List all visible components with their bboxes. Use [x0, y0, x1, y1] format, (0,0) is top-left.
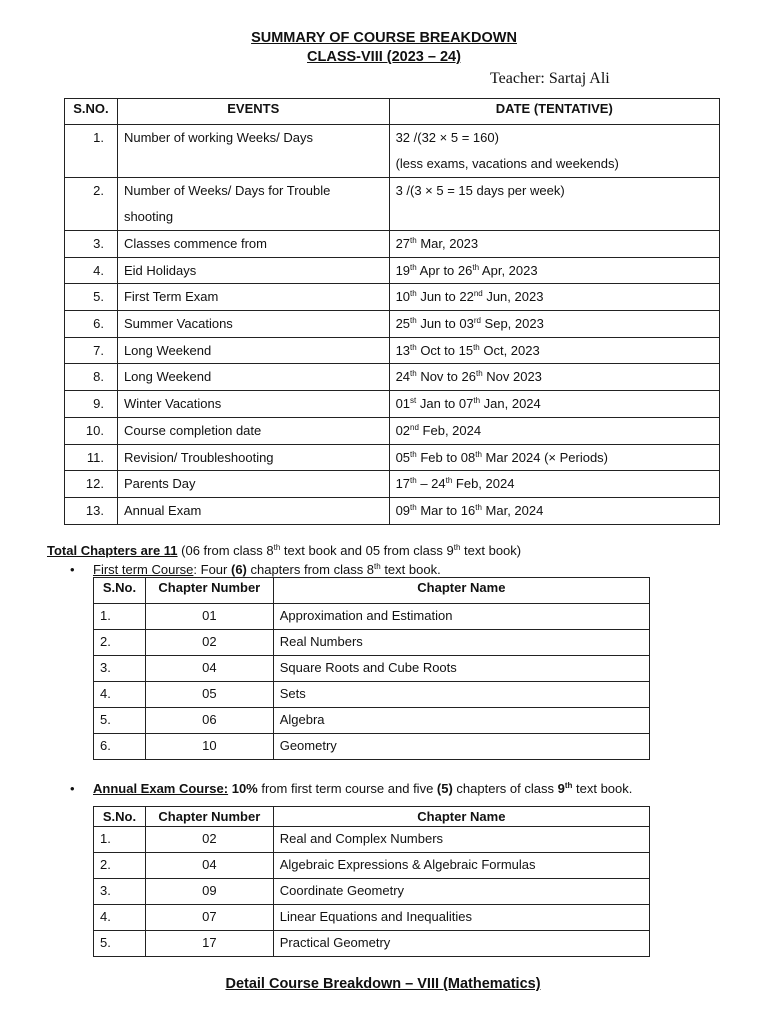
event-row	[65, 311, 720, 338]
event-date-text: 01st Jan to 07th Jan, 2024	[395, 396, 541, 412]
header-sno: S.No.	[94, 807, 146, 827]
event-date	[389, 125, 719, 178]
header-sno: S.NO.	[65, 99, 118, 125]
event-row	[65, 337, 720, 364]
event-name-text: Summer Vacations	[123, 316, 233, 332]
event-name	[117, 417, 389, 444]
event-name	[117, 257, 389, 284]
event-name-text: Number of Weeks/ Days for Trouble	[123, 183, 331, 198]
event-name-text: Revision/ Troubleshooting	[123, 449, 274, 465]
event-name-line2: shooting	[123, 209, 174, 224]
event-sno: 9.	[65, 391, 118, 418]
event-name	[117, 178, 389, 231]
detail-breakdown-title: Detail Course Breakdown – VIII (Mathematics)	[225, 976, 541, 992]
event-name	[117, 231, 389, 258]
event-name-text: First Term Exam	[123, 289, 219, 305]
chapter-sno: 1.	[94, 827, 146, 853]
chapter-name: Practical Geometry	[273, 931, 649, 957]
first-term-label: First term Course	[93, 562, 194, 577]
event-name	[117, 311, 389, 338]
event-name	[117, 364, 389, 391]
event-row	[65, 417, 720, 444]
event-name-text: Winter Vacations	[123, 396, 222, 412]
header-events: EVENTS	[117, 99, 389, 125]
chapter-name: Approximation and Estimation	[273, 604, 649, 630]
event-row	[65, 444, 720, 471]
chapter-number: 04	[145, 853, 273, 879]
event-sno: 6.	[65, 311, 118, 338]
event-sno: 10.	[65, 417, 118, 444]
event-date-text: 19th Apr to 26th Apr, 2023	[395, 262, 538, 278]
chapter-sno: 1.	[94, 604, 146, 630]
event-sno: 4.	[65, 257, 118, 284]
total-chapters-line	[47, 543, 521, 558]
chapter-row	[94, 708, 650, 734]
event-name-text: Long Weekend	[123, 369, 212, 385]
event-name	[117, 444, 389, 471]
chapter-number: 05	[145, 682, 273, 708]
annual-course-detail: 10% from first term course and five (5) chapters of class 9th text book.	[231, 781, 633, 796]
chapter-name: Real Numbers	[273, 630, 649, 656]
event-date-text: 25th Jun to 03rd Sep, 2023	[395, 316, 544, 332]
event-date-text: 24th Nov to 26th Nov 2023	[395, 369, 542, 385]
chapter-sno: 4.	[94, 682, 146, 708]
chapter-sno: 6.	[94, 734, 146, 760]
event-name-text: Long Weekend	[123, 342, 212, 358]
chapter-sno: 3.	[94, 879, 146, 905]
event-name-text: Classes commence from	[123, 236, 267, 251]
event-date	[389, 257, 719, 284]
first-term-chapters-table	[93, 577, 650, 760]
chapter-sno: 2.	[94, 630, 146, 656]
event-name-text: Annual Exam	[123, 502, 202, 518]
event-name	[117, 284, 389, 311]
event-date-text: 3 /(3 × 5 = 15 days per week)	[395, 183, 565, 198]
event-date-text: 32 /(32 × 5 = 160)	[395, 130, 499, 145]
chapter-row	[94, 630, 650, 656]
bullet-icon: •	[70, 781, 75, 796]
chapter-name: Square Roots and Cube Roots	[273, 656, 649, 682]
event-sno: 2.	[65, 178, 118, 231]
header-date: DATE (TENTATIVE)	[389, 99, 719, 125]
event-date	[389, 497, 719, 524]
chapter-number: 10	[145, 734, 273, 760]
chapter-number: 04	[145, 656, 273, 682]
chapter-number: 17	[145, 931, 273, 957]
event-row	[65, 231, 720, 258]
header-sno: S.No.	[94, 578, 146, 604]
chapter-row	[94, 734, 650, 760]
chapter-row	[94, 853, 650, 879]
annual-chapters-table	[93, 806, 650, 957]
annual-course-label: Annual Exam Course:	[93, 781, 229, 796]
event-date	[389, 364, 719, 391]
event-date	[389, 337, 719, 364]
chapter-number: 01	[145, 604, 273, 630]
event-sno: 3.	[65, 231, 118, 258]
chapter-name: Algebraic Expressions & Algebraic Formulas	[273, 853, 649, 879]
event-date-text: 13th Oct to 15th Oct, 2023	[395, 342, 540, 358]
event-name-text: Eid Holidays	[123, 262, 197, 278]
event-date	[389, 311, 719, 338]
total-chapters-lead: Total Chapters are 11	[47, 543, 178, 558]
events-table	[64, 98, 720, 525]
event-date-line2: (less exams, vacations and weekends)	[395, 156, 619, 171]
header-chapter-name: Chapter Name	[273, 807, 649, 827]
event-sno: 1.	[65, 125, 118, 178]
chapter-row	[94, 879, 650, 905]
event-name-text: Parents Day	[123, 476, 196, 492]
chapter-name: Real and Complex Numbers	[273, 827, 649, 853]
event-sno: 12.	[65, 471, 118, 498]
events-header-row	[65, 99, 720, 125]
event-name	[117, 497, 389, 524]
event-date-text: 27th Mar, 2023	[395, 236, 479, 251]
event-sno: 7.	[65, 337, 118, 364]
chapter-number: 09	[145, 879, 273, 905]
chapter-name: Linear Equations and Inequalities	[273, 905, 649, 931]
header-chapter-number: Chapter Number	[145, 807, 273, 827]
chapter-name: Coordinate Geometry	[273, 879, 649, 905]
event-date	[389, 444, 719, 471]
event-date	[389, 471, 719, 498]
chapter-number: 06	[145, 708, 273, 734]
event-date-text: 10th Jun to 22nd Jun, 2023	[395, 289, 544, 305]
chapter-name: Geometry	[273, 734, 649, 760]
event-name-text: Course completion date	[123, 422, 262, 438]
first-term-detail: : Four (6) chapters from class 8th text book.	[193, 562, 441, 577]
event-row	[65, 257, 720, 284]
event-sno: 11.	[65, 444, 118, 471]
chapter-sno: 4.	[94, 905, 146, 931]
event-row	[65, 178, 720, 231]
event-row	[65, 284, 720, 311]
chapter-number: 07	[145, 905, 273, 931]
chapter-row	[94, 656, 650, 682]
event-name	[117, 471, 389, 498]
event-name-text: Number of working Weeks/ Days	[123, 130, 313, 145]
event-name	[117, 391, 389, 418]
event-row	[65, 364, 720, 391]
chapter-number: 02	[145, 827, 273, 853]
event-name	[117, 337, 389, 364]
chapter-sno: 3.	[94, 656, 146, 682]
chapter-row	[94, 905, 650, 931]
event-date	[389, 231, 719, 258]
chapter-sno: 5.	[94, 931, 146, 957]
chapter-row	[94, 827, 650, 853]
chapter-name: Sets	[273, 682, 649, 708]
class-subtitle: CLASS-VIII (2023 – 24)	[307, 49, 461, 65]
event-sno: 5.	[65, 284, 118, 311]
event-row	[65, 471, 720, 498]
event-name	[117, 125, 389, 178]
annual-header-row	[94, 807, 650, 827]
chapter-row	[94, 604, 650, 630]
chapter-sno: 2.	[94, 853, 146, 879]
bullet-icon: •	[70, 562, 75, 577]
event-row	[65, 125, 720, 178]
header-chapter-name: Chapter Name	[273, 578, 649, 604]
annual-course-description	[93, 781, 632, 796]
event-sno: 8.	[65, 364, 118, 391]
event-sno: 13.	[65, 497, 118, 524]
chapter-sno: 5.	[94, 708, 146, 734]
chapter-name: Algebra	[273, 708, 649, 734]
document-title: SUMMARY OF COURSE BREAKDOWN	[251, 30, 517, 46]
header-chapter-number: Chapter Number	[145, 578, 273, 604]
event-date	[389, 284, 719, 311]
event-date-text: 02nd Feb, 2024	[395, 422, 482, 438]
chapter-row	[94, 931, 650, 957]
teacher-name: Teacher: Sartaj Ali	[490, 70, 610, 87]
event-date	[389, 178, 719, 231]
first-term-header-row	[94, 578, 650, 604]
event-date-text: 09th Mar to 16th Mar, 2024	[395, 502, 544, 518]
chapter-number: 02	[145, 630, 273, 656]
event-date-text: 17th – 24th Feb, 2024	[395, 476, 515, 492]
first-term-description	[93, 562, 441, 577]
chapter-row	[94, 682, 650, 708]
event-date	[389, 417, 719, 444]
event-row	[65, 391, 720, 418]
event-row	[65, 497, 720, 524]
event-date	[389, 391, 719, 418]
total-chapters-detail: (06 from class 8th text book and 05 from class 9th text book)	[177, 543, 522, 558]
event-date-text: 05th Feb to 08th Mar 2024 (× Periods)	[395, 449, 609, 465]
